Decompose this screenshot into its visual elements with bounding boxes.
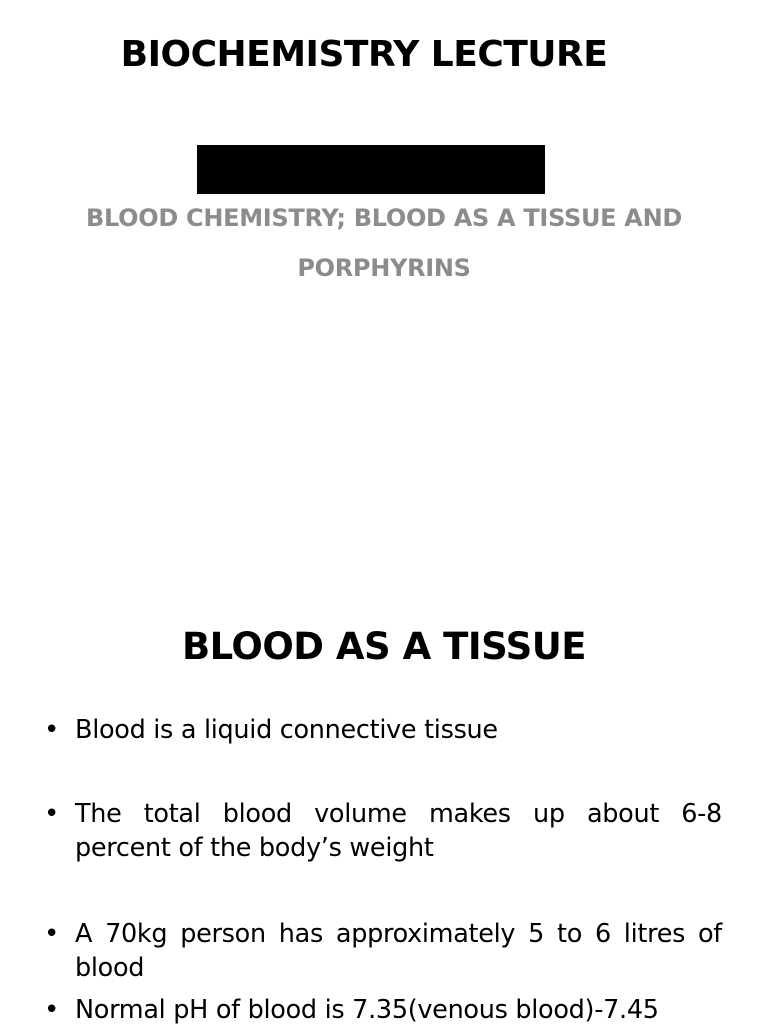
bullet-text: The total blood volume makes up about 6-8 percent of the body’s weight	[75, 799, 722, 863]
bullet-marker: •	[44, 995, 60, 1025]
redaction-bar	[197, 145, 545, 194]
bullet-marker: •	[44, 919, 60, 949]
bullet-text: Blood is a liquid connective tissue	[75, 715, 498, 745]
bullet-item	[44, 713, 722, 747]
bullet-item	[44, 993, 722, 1027]
lecture-subtitle: BLOOD CHEMISTRY; BLOOD AS A TISSUE AND PORPHYRINS	[86, 204, 682, 282]
lecture-title: BIOCHEMISTRY LECTURE	[120, 34, 608, 75]
bullet-marker: •	[44, 799, 60, 829]
bullet-text: A 70kg person has approximately 5 to 6 litres of blood	[75, 919, 722, 983]
section-heading: BLOOD AS A TISSUE	[181, 625, 587, 668]
bullet-text: Normal pH of blood is 7.35(venous blood)-7.45	[75, 995, 659, 1025]
bullet-item	[44, 917, 722, 985]
content-slide	[0, 560, 768, 1024]
bullet-marker: •	[44, 715, 60, 745]
bullet-item	[44, 797, 722, 865]
